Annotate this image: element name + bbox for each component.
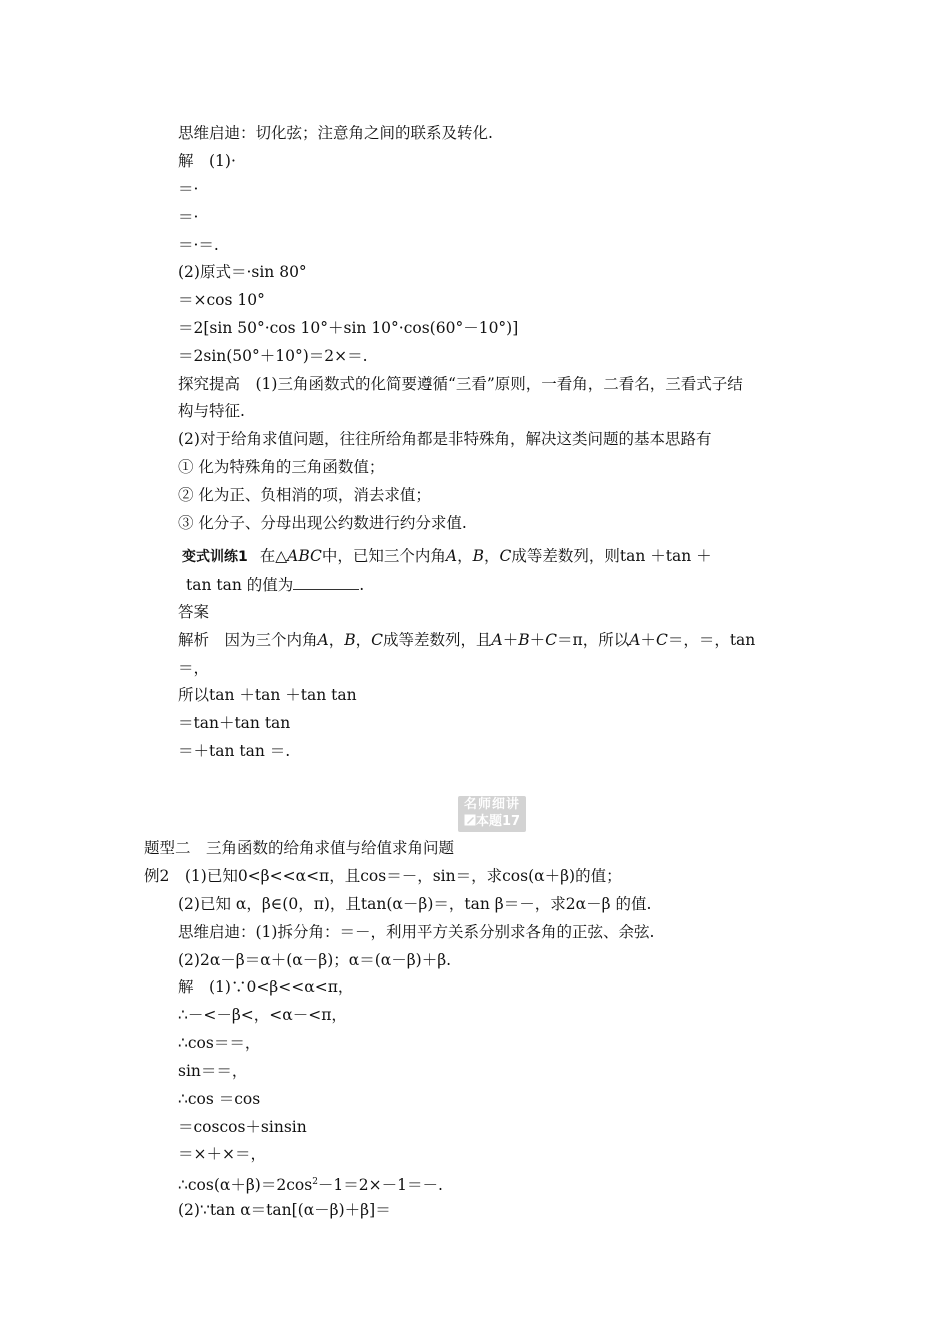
solution-line: 解 (1)· — [178, 152, 236, 170]
solution-line: ＝· — [178, 208, 199, 226]
thinking-hint: (2)2α－β＝α＋(α－β)；α＝(α－β)＋β. — [178, 951, 452, 969]
analysis-line: ＝tan＋tan tan — [178, 714, 291, 732]
insight-item: ① 化为特殊角的三角函数值； — [178, 458, 385, 476]
solution-line: sin＝＝， — [178, 1062, 248, 1080]
answer-label: 答案 — [178, 603, 210, 621]
solution-line: ∴－<－β<，<α－<π， — [178, 1006, 347, 1024]
example-question: 例2 (1)已知0<β<<α<π，且cos＝－，sin＝，求cos(α＋β)的值； — [144, 867, 622, 885]
exercise-label: 变式训练1 — [182, 549, 248, 565]
solution-line: $\therefore\cos(\alpha+\beta)=2\cos^2-1=2\times-1=-$. — [178, 1176, 443, 1195]
solution-line: ＝coscos＋sinsin — [178, 1118, 307, 1136]
insight-item: ③ 化分子、分母出现公约数进行约分求值. — [178, 514, 467, 532]
solution-line: ＝2sin(50°＋10°)＝2×＝. — [178, 347, 368, 365]
thinking-hint: 思维启迪：切化弦；注意角之间的联系及转化. — [178, 124, 493, 142]
analysis-line: 解析 因为三个内角A，B，C成等差数列，且A＋B＋C＝π，所以A＋C＝，＝，tan — [178, 631, 756, 649]
insight-line: 构与特征. — [178, 402, 245, 420]
exercise-question: 变式训练1 在△ABC中，已知三个内角A，B，C成等差数列，则tan ＋tan ＋ — [182, 547, 712, 565]
analysis-line: ＝＋tan tan ＝. — [178, 742, 291, 760]
answer-blank — [293, 575, 359, 590]
badge-title: 名师细讲 — [463, 797, 520, 812]
solution-line: ＝×cos 10° — [178, 291, 265, 309]
thinking-hint: 思维启迪：(1)拆分角：＝－，利用平方关系分别求各角的正弦、余弦. — [178, 923, 655, 941]
pen-icon — [464, 814, 476, 826]
badge-subtitle: 本题17 — [458, 814, 526, 830]
insight-line: (2)对于给角求值问题，往往所给角都是非特殊角，解决这类问题的基本思路有 — [178, 430, 712, 448]
solution-line: ∴cos＝＝， — [178, 1034, 261, 1052]
analysis-line: ＝， — [178, 659, 210, 677]
solution-line: ∴cos ＝cos — [178, 1090, 261, 1108]
solution-line: ＝·＝. — [178, 236, 219, 254]
analysis-line: 所以tan ＋tan ＋tan tan — [178, 686, 357, 704]
solution-line: 解 (1)∵0<β<<α<π， — [178, 978, 354, 996]
solution-line: (2)∵tan α＝tan[(α－β)＋β]＝ — [178, 1201, 391, 1219]
solution-line: ＝2[sin 50°·cos 10°＋sin 10°·cos(60°－10°)] — [178, 319, 519, 337]
section-heading: 题型二 三角函数的给角求值与给值求角问题 — [144, 839, 455, 857]
solution-line: ＝· — [178, 180, 199, 198]
video-lecture-badge[interactable] — [458, 796, 526, 832]
exercise-question-cont: tan tan 的值为 . — [186, 576, 365, 594]
solution-line: ＝×＋×＝， — [178, 1145, 266, 1163]
insight-item: ② 化为正、负相消的项，消去求值； — [178, 486, 431, 504]
solution-line: (2)原式＝·sin 80° — [178, 263, 307, 281]
example-question: (2)已知 α，β∈(0，π)，且tan(α－β)＝，tan β＝－，求2α－β 的值. — [178, 895, 652, 913]
insight-heading: 探究提高 (1)三角函数式的化简要遵循“三看”原则，一看角，二看名，三看式子结 — [178, 375, 743, 393]
